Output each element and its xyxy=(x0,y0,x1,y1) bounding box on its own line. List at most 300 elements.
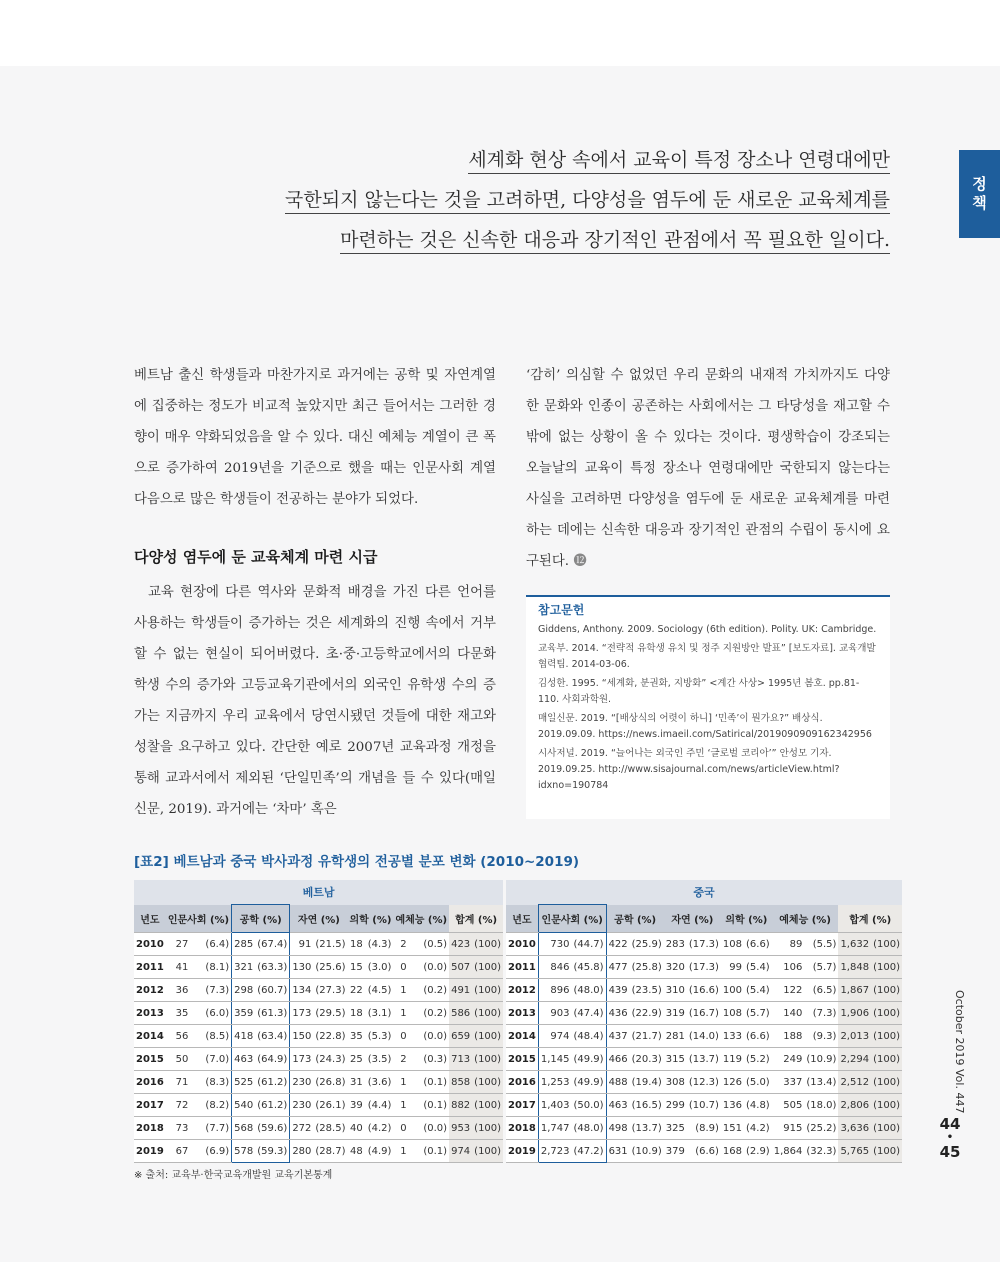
table-row xyxy=(506,956,902,979)
table-cell: (61.2) xyxy=(255,1071,290,1094)
col-header-humanities: 인문사회 (%) xyxy=(166,905,232,933)
table-cell: (0.0) xyxy=(409,1117,449,1140)
table-cell: 1,632 xyxy=(838,933,871,956)
table-cell: (9.3) xyxy=(804,1025,838,1048)
col-header-total: 합계 (%) xyxy=(838,905,902,933)
table-row xyxy=(506,933,902,956)
table-cell: (10.7) xyxy=(687,1094,721,1117)
table-cell: (8.1) xyxy=(190,956,231,979)
reference-item: Giddens, Anthony. 2009. Sociology (6th edition). Polity. UK: Cambridge. xyxy=(538,624,877,635)
table-cell: (0.0) xyxy=(409,1025,449,1048)
table-cell: (0.5) xyxy=(409,933,449,956)
table-cell: (2.9) xyxy=(744,1140,772,1163)
table-cell: (48.0) xyxy=(571,1117,606,1140)
table-cell: 40 xyxy=(347,1117,364,1140)
table-cell: 3,636 xyxy=(838,1117,871,1140)
table-cell: (26.8) xyxy=(313,1071,347,1094)
table-cell: (47.4) xyxy=(571,1002,606,1025)
table-cell: 586 xyxy=(449,1002,472,1025)
table-cell: 18 xyxy=(347,1002,364,1025)
table-cell: 379 xyxy=(664,1140,687,1163)
table-cell: (48.4) xyxy=(571,1025,606,1048)
table-cell: (6.6) xyxy=(744,933,772,956)
table-cell: (8.5) xyxy=(190,1025,231,1048)
table-cell: (0.2) xyxy=(409,979,449,1002)
year-cell: 2014 xyxy=(506,1025,538,1048)
table-cell: 1,253 xyxy=(538,1071,571,1094)
table-row xyxy=(134,1117,503,1140)
table-cell: (5.0) xyxy=(744,1071,772,1094)
table-cell: (7.3) xyxy=(804,1002,838,1025)
table-cell: 631 xyxy=(606,1140,630,1163)
table-cell: 498 xyxy=(606,1117,630,1140)
quote-line: 마련하는 것은 신속한 대응과 장기적인 관점에서 꼭 필요한 일이다. xyxy=(340,227,890,254)
table-cell: (100) xyxy=(871,1094,902,1117)
table-cell: 126 xyxy=(721,1071,744,1094)
table-cell: (6.5) xyxy=(804,979,838,1002)
table-cell: (47.2) xyxy=(571,1140,606,1163)
table-cell: 1 xyxy=(393,1071,408,1094)
table-cell: 99 xyxy=(721,956,744,979)
table-cell: (6.6) xyxy=(687,1140,721,1163)
table-cell: 974 xyxy=(538,1025,571,1048)
table-cell: (14.0) xyxy=(687,1025,721,1048)
col-header-arts: 예체능 (%) xyxy=(393,905,449,933)
table-cell: 477 xyxy=(606,956,630,979)
section-tab[interactable] xyxy=(959,150,1000,238)
vietnam-table xyxy=(134,880,503,1163)
year-cell: 2015 xyxy=(506,1048,538,1071)
table-cell: 130 xyxy=(290,956,314,979)
col-header-science: 자연 (%) xyxy=(290,905,348,933)
table-source: ※ 출처: 교육부·한국교육개발원 교육기본통계 xyxy=(134,1170,333,1181)
table-row xyxy=(134,1071,503,1094)
table-cell: (4.5) xyxy=(365,979,394,1002)
table-cell: 505 xyxy=(772,1094,805,1117)
table-cell: 283 xyxy=(664,933,687,956)
table-cell: (63.4) xyxy=(255,1025,290,1048)
table-cell: (10.9) xyxy=(630,1140,664,1163)
table-cell: (100) xyxy=(472,1002,503,1025)
table-cell: (100) xyxy=(472,1071,503,1094)
table-cell: 540 xyxy=(232,1094,256,1117)
table-cell: (61.2) xyxy=(255,1094,290,1117)
table-cell: 315 xyxy=(664,1048,687,1071)
table-cell: (3.5) xyxy=(365,1048,394,1071)
table-cell: (48.0) xyxy=(571,979,606,1002)
table-cell: 281 xyxy=(664,1025,687,1048)
table-cell: 423 xyxy=(449,933,472,956)
table-cell: (8.9) xyxy=(687,1117,721,1140)
table-cell: (5.7) xyxy=(744,1002,772,1025)
table-cell: (100) xyxy=(472,1094,503,1117)
table-cell: 67 xyxy=(166,1140,190,1163)
table-cell: (4.9) xyxy=(365,1140,394,1163)
table-row xyxy=(506,1071,902,1094)
table-cell: (28.7) xyxy=(313,1140,347,1163)
table-cell: (0.2) xyxy=(409,1002,449,1025)
table-cell: 71 xyxy=(166,1071,190,1094)
table-cell: 56 xyxy=(166,1025,190,1048)
table-cell: (29.5) xyxy=(313,1002,347,1025)
table-cell: 858 xyxy=(449,1071,472,1094)
table-cell: 2,294 xyxy=(838,1048,871,1071)
table-cell: 463 xyxy=(232,1048,256,1071)
table-cell: (27.3) xyxy=(313,979,347,1002)
table-cell: (22.8) xyxy=(313,1025,347,1048)
table-cell: (61.3) xyxy=(255,1002,290,1025)
table-cell: (100) xyxy=(871,1140,902,1163)
table-cell: (0.0) xyxy=(409,956,449,979)
table-cell: (100) xyxy=(472,1025,503,1048)
table-cell: (21.7) xyxy=(630,1025,664,1048)
table-cell: (6.6) xyxy=(744,1025,772,1048)
table-cell: (20.3) xyxy=(630,1048,664,1071)
year-cell: 2014 xyxy=(134,1025,166,1048)
quote-line: 국한되지 않는다는 것을 고려하면, 다양성을 염두에 둔 새로운 교육체계를 xyxy=(285,187,890,214)
table-cell: (3.0) xyxy=(365,956,394,979)
table-cell: 280 xyxy=(290,1140,314,1163)
table-row xyxy=(134,933,503,956)
table-cell: 108 xyxy=(721,1002,744,1025)
table-row xyxy=(134,1002,503,1025)
year-cell: 2019 xyxy=(506,1140,538,1163)
table-cell: 578 xyxy=(232,1140,256,1163)
table-cell: (25.8) xyxy=(630,956,664,979)
table-cell: (44.7) xyxy=(571,933,606,956)
reference-item: 매일신문. 2019. “[배상식의 어렷이 하니] ‘민족’이 뭔가요?” 배상식. 2019.09.09. https://news.imaeil.com/Satirical/2019090909162342956 xyxy=(538,713,872,740)
table-cell: 1,747 xyxy=(538,1117,571,1140)
year-cell: 2018 xyxy=(506,1117,538,1140)
section-tab-line2: 책 xyxy=(972,194,987,212)
table-cell: 100 xyxy=(721,979,744,1002)
table-cell: 568 xyxy=(232,1117,256,1140)
table-cell: 325 xyxy=(664,1117,687,1140)
table-cell: (17.3) xyxy=(687,956,721,979)
table-cell: (25.2) xyxy=(804,1117,838,1140)
table-row xyxy=(506,1048,902,1071)
table-cell: 41 xyxy=(166,956,190,979)
table-cell: (100) xyxy=(871,1071,902,1094)
table-row xyxy=(134,956,503,979)
table-cell: (100) xyxy=(472,956,503,979)
quote-line: 세계화 현상 속에서 교육이 특정 장소나 연령대에만 xyxy=(468,147,890,174)
table-cell: (25.9) xyxy=(630,933,664,956)
page-separator: • xyxy=(946,1132,954,1143)
table-cell: (100) xyxy=(871,1048,902,1071)
table-cell: (18.0) xyxy=(804,1094,838,1117)
table-cell: (6.4) xyxy=(190,933,231,956)
section-heading: 다양성 염두에 둔 교육체계 마련 시급 xyxy=(134,548,378,566)
table-cell: (24.3) xyxy=(313,1048,347,1071)
table-cell: (60.7) xyxy=(255,979,290,1002)
table-cell: 249 xyxy=(772,1048,805,1071)
year-cell: 2013 xyxy=(506,1002,538,1025)
table-cell: 1,906 xyxy=(838,1002,871,1025)
table-cell: 25 xyxy=(347,1048,364,1071)
table-cell: 2 xyxy=(393,1048,408,1071)
year-cell: 2012 xyxy=(506,979,538,1002)
year-cell: 2015 xyxy=(134,1048,166,1071)
table-cell: (0.1) xyxy=(409,1071,449,1094)
table-cell: (100) xyxy=(871,956,902,979)
table-row xyxy=(134,979,503,1002)
table-cell: (25.6) xyxy=(313,956,347,979)
reference-item: 교육부. 2014. “전략적 유학생 유치 및 정주 지원방안 발표” [보도자료]. 교육개발협력팀. 2014-03-06. xyxy=(538,643,876,670)
table-cell: 1,867 xyxy=(838,979,871,1002)
table-cell: (17.3) xyxy=(687,933,721,956)
table-cell: 5,765 xyxy=(838,1140,871,1163)
table-cell: (100) xyxy=(472,1117,503,1140)
vietnam-group-header: 베트남 xyxy=(134,880,503,905)
table-cell: 173 xyxy=(290,1048,314,1071)
table-cell: 285 xyxy=(232,933,256,956)
china-group-header: 중국 xyxy=(506,880,902,905)
table-cell: 310 xyxy=(664,979,687,1002)
table-cell: 122 xyxy=(772,979,805,1002)
table-cell: (100) xyxy=(871,1025,902,1048)
reference-item: 김성한. 1995. “세계화, 분권화, 지방화” <계간 사상> 1995년 봄호. pp.81-110. 사회과학원. xyxy=(538,678,860,705)
year-cell: 2018 xyxy=(134,1117,166,1140)
table-cell: (3.1) xyxy=(365,1002,394,1025)
table-cell: 1 xyxy=(393,1140,408,1163)
table-cell: 89 xyxy=(772,933,805,956)
table-cell: (5.4) xyxy=(744,956,772,979)
table-cell: 0 xyxy=(393,1025,408,1048)
table-cell: 2,512 xyxy=(838,1071,871,1094)
china-table xyxy=(506,880,902,1163)
table-cell: 91 xyxy=(290,933,314,956)
table-cell: 422 xyxy=(606,933,630,956)
table-row xyxy=(506,1002,902,1025)
body-paragraph-left-bottom: 교육 현장에 다른 역사와 문화적 배경을 가진 다른 언어를 사용하는 학생들이 증가하는 것은 세계화의 진행 속에서 거부할 수 없는 현실이 되어버렸다. 초·중·고등학교에서의 다문화 학생 수의 증가와 고등교육기관에서의 외국인 유학생 수의 증가는 지금까지 우리 교육에서 당연시됐던 것들에 대한 재고와 성찰을 요구하고 있다. 간단한 예로 2007년 교육과정 개정을 통해 교과서에서 제외된 ‘단일민족’의 개념을 들 수 있다(매일신문, 2019). 과거에는 ‘차마’ 혹은 xyxy=(134,585,496,817)
col-header-year: 년도 xyxy=(506,905,538,933)
table-cell: (5.7) xyxy=(804,956,838,979)
table-row xyxy=(134,1048,503,1071)
pull-quote xyxy=(285,142,890,262)
table-cell: 73 xyxy=(166,1117,190,1140)
table-cell: (3.6) xyxy=(365,1071,394,1094)
table-cell: 36 xyxy=(166,979,190,1002)
table-cell: (13.7) xyxy=(630,1117,664,1140)
table-cell: (7.0) xyxy=(190,1048,231,1071)
table-cell: 2,806 xyxy=(838,1094,871,1117)
table-cell: (0.1) xyxy=(409,1094,449,1117)
year-cell: 2017 xyxy=(506,1094,538,1117)
year-cell: 2010 xyxy=(506,933,538,956)
table-cell: 1,864 xyxy=(772,1140,805,1163)
table-row xyxy=(506,1094,902,1117)
table-cell: 48 xyxy=(347,1140,364,1163)
col-header-medicine: 의학 (%) xyxy=(347,905,393,933)
table-cell: 35 xyxy=(166,1002,190,1025)
table-cell: 18 xyxy=(347,933,364,956)
table-cell: (49.9) xyxy=(571,1071,606,1094)
table-cell: 188 xyxy=(772,1025,805,1048)
table-cell: 150 xyxy=(290,1025,314,1048)
table-cell: 133 xyxy=(721,1025,744,1048)
table-cell: (100) xyxy=(472,1048,503,1071)
issue-label: October 2019 Vol. 447 xyxy=(953,990,966,1114)
table-row xyxy=(134,1025,503,1048)
table-cell: (26.1) xyxy=(313,1094,347,1117)
table-cell: 915 xyxy=(772,1117,805,1140)
table-cell: 437 xyxy=(606,1025,630,1048)
table-cell: 896 xyxy=(538,979,571,1002)
table-cell: 974 xyxy=(449,1140,472,1163)
col-header-engineering: 공학 (%) xyxy=(606,905,664,933)
table-cell: 846 xyxy=(538,956,571,979)
table-cell: (4.2) xyxy=(744,1117,772,1140)
table-cell: 230 xyxy=(290,1094,314,1117)
table-cell: 1,145 xyxy=(538,1048,571,1071)
table-cell: 2,013 xyxy=(838,1025,871,1048)
col-header-arts: 예체능 (%) xyxy=(772,905,839,933)
year-cell: 2013 xyxy=(134,1002,166,1025)
year-cell: 2010 xyxy=(134,933,166,956)
table-title: [표2] 베트남과 중국 박사과정 유학생의 전공별 분포 변화 (2010~2019) xyxy=(134,854,580,870)
table-cell: 359 xyxy=(232,1002,256,1025)
table-cell: 35 xyxy=(347,1025,364,1048)
table-cell: 134 xyxy=(290,979,314,1002)
table-cell: (23.5) xyxy=(630,979,664,1002)
year-cell: 2011 xyxy=(506,956,538,979)
table-cell: (10.9) xyxy=(804,1048,838,1071)
table-cell: 507 xyxy=(449,956,472,979)
table-cell: 140 xyxy=(772,1002,805,1025)
table-cell: (16.6) xyxy=(687,979,721,1002)
col-header-science: 자연 (%) xyxy=(664,905,721,933)
year-cell: 2012 xyxy=(134,979,166,1002)
table-cell: 22 xyxy=(347,979,364,1002)
table-cell: 1,848 xyxy=(838,956,871,979)
table-cell: 953 xyxy=(449,1117,472,1140)
table-cell: (5.3) xyxy=(365,1025,394,1048)
table-cell: (0.3) xyxy=(409,1048,449,1071)
table-cell: (28.5) xyxy=(313,1117,347,1140)
table-cell: (21.5) xyxy=(313,933,347,956)
table-cell: 39 xyxy=(347,1094,364,1117)
table-cell: 299 xyxy=(664,1094,687,1117)
table-cell: 0 xyxy=(393,956,408,979)
table-cell: 488 xyxy=(606,1071,630,1094)
top-white-band xyxy=(0,0,1000,66)
table-cell: 418 xyxy=(232,1025,256,1048)
table-cell: (8.2) xyxy=(190,1094,231,1117)
table-cell: (5.4) xyxy=(744,979,772,1002)
table-cell: (4.3) xyxy=(365,933,394,956)
table-cell: 272 xyxy=(290,1117,314,1140)
col-header-humanities: 인문사회 (%) xyxy=(538,905,606,933)
table-cell: 319 xyxy=(664,1002,687,1025)
table-cell: (8.3) xyxy=(190,1071,231,1094)
table-cell: (5.2) xyxy=(744,1048,772,1071)
table-cell: 72 xyxy=(166,1094,190,1117)
page-numbers xyxy=(930,1114,970,1162)
col-header-total: 합계 (%) xyxy=(449,905,503,933)
table-cell: 50 xyxy=(166,1048,190,1071)
table-cell: 466 xyxy=(606,1048,630,1071)
table-row xyxy=(506,979,902,1002)
table-cell: (6.0) xyxy=(190,1002,231,1025)
references-box xyxy=(526,595,890,819)
table-cell: 491 xyxy=(449,979,472,1002)
table-cell: 0 xyxy=(393,1117,408,1140)
table-cell: (64.9) xyxy=(255,1048,290,1071)
table-cell: 882 xyxy=(449,1094,472,1117)
year-cell: 2016 xyxy=(506,1071,538,1094)
table-cell: 659 xyxy=(449,1025,472,1048)
table-cell: (59.3) xyxy=(255,1140,290,1163)
table-cell: 15 xyxy=(347,956,364,979)
table-cell: 1 xyxy=(393,1094,408,1117)
table-cell: 1,403 xyxy=(538,1094,571,1117)
col-header-year: 년도 xyxy=(134,905,166,933)
reference-item: 시사저널. 2019. “늘어나는 외국인 주민 ‘글로벌 코리아’” 안성모 기자. 2019.09.25. http://www.sisajournal.com/news/articleView.html?idxno=190784 xyxy=(538,748,840,791)
table-cell: 27 xyxy=(166,933,190,956)
col-header-medicine: 의학 (%) xyxy=(721,905,772,933)
table-cell: (45.8) xyxy=(571,956,606,979)
table-cell: 436 xyxy=(606,1002,630,1025)
table-cell: 173 xyxy=(290,1002,314,1025)
table-cell: (67.4) xyxy=(255,933,290,956)
section-tab-line1: 정 xyxy=(972,175,987,193)
table-row xyxy=(506,1140,902,1163)
table-cell: 31 xyxy=(347,1071,364,1094)
table-cell: (100) xyxy=(472,933,503,956)
table-cell: 168 xyxy=(721,1140,744,1163)
table-cell: 903 xyxy=(538,1002,571,1025)
table-cell: 119 xyxy=(721,1048,744,1071)
table-cell: (4.4) xyxy=(365,1094,394,1117)
table-cell: 2 xyxy=(393,933,408,956)
year-cell: 2016 xyxy=(134,1071,166,1094)
table-row xyxy=(134,1094,503,1117)
table-cell: 730 xyxy=(538,933,571,956)
table-cell: (100) xyxy=(871,933,902,956)
table-cell: (100) xyxy=(472,1140,503,1163)
table-cell: (100) xyxy=(871,1002,902,1025)
col-header-engineering: 공학 (%) xyxy=(232,905,290,933)
table-cell: 439 xyxy=(606,979,630,1002)
table-cell: 2,723 xyxy=(538,1140,571,1163)
year-cell: 2019 xyxy=(134,1140,166,1163)
body-paragraph-right-text: ‘감히’ 의심할 수 없었던 우리 문화의 내재적 가치까지도 다양한 문화와 인종이 공존하는 사회에서는 그 타당성을 재고할 수밖에 없는 상황이 올 수 있다는 것이다. 평생학습이 강조되는 오늘날의 교육이 특정 장소나 연령대에만 국한되지 않는다는 사실을 고려하면 다양성을 염두에 둔 새로운 교육체계를 마련하는 데에는 신속한 대응과 장기적인 관점의 수립이 동시에 요구된다. xyxy=(526,368,890,569)
table-cell: (7.7) xyxy=(190,1117,231,1140)
table-cell: 136 xyxy=(721,1094,744,1117)
table-cell: 106 xyxy=(772,956,805,979)
table-cell: 1 xyxy=(393,979,408,1002)
end-mark-icon: ⓬ xyxy=(573,554,587,569)
table-cell: 230 xyxy=(290,1071,314,1094)
table-cell: 525 xyxy=(232,1071,256,1094)
table-cell: (13.7) xyxy=(687,1048,721,1071)
references-title: 참고문헌 xyxy=(538,603,585,617)
table-cell: (5.5) xyxy=(804,933,838,956)
table-cell: 463 xyxy=(606,1094,630,1117)
body-paragraph-left-top: 베트남 출신 학생들과 마찬가지로 과거에는 공학 및 자연계열에 집중하는 정도가 비교적 높았지만 최근 들어서는 그러한 경향이 매우 약화되었음을 알 수 있다. 대신 예체능 계열이 큰 폭으로 증가하여 2019년을 기준으로 했을 때는 인문사회 계열 다음으로 많은 학생들이 전공하는 분야가 되었다. xyxy=(134,368,496,507)
table-cell: (100) xyxy=(871,1117,902,1140)
body-paragraph-right xyxy=(526,360,890,577)
table-row xyxy=(506,1025,902,1048)
table-cell: (0.1) xyxy=(409,1140,449,1163)
table-cell: 151 xyxy=(721,1117,744,1140)
table-cell: (22.9) xyxy=(630,1002,664,1025)
table-cell: (4.2) xyxy=(365,1117,394,1140)
table-cell: (6.9) xyxy=(190,1140,231,1163)
table-cell: (19.4) xyxy=(630,1071,664,1094)
table-cell: 308 xyxy=(664,1071,687,1094)
